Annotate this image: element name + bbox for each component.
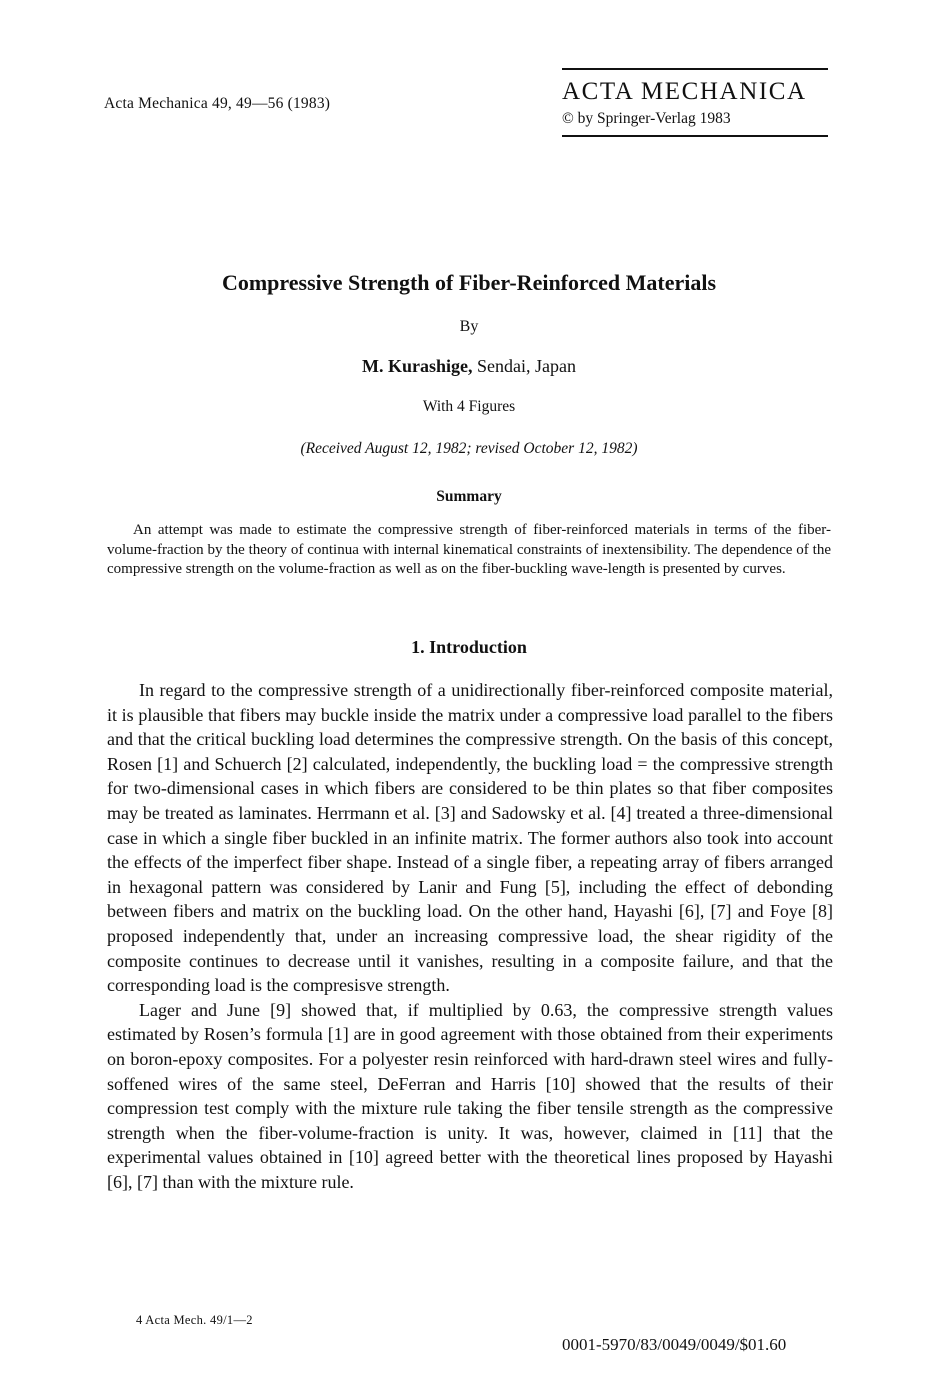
summary-heading: Summary (436, 488, 502, 505)
journal-name: ACTA MECHANICA (562, 78, 807, 105)
price-code: 0001-5970/83/0049/0049/$01.60 (562, 1335, 787, 1354)
author-line (104, 356, 834, 377)
figure-count: With 4 Figures (422, 398, 516, 415)
journal-citation: Acta Mechanica 49, 49—56 (1983) (104, 95, 331, 112)
printer-signature: 4 Acta Mech. 49/1—2 (136, 1313, 253, 1327)
received-dates: (Received August 12, 1982; revised October 12, 1982) (300, 440, 638, 457)
introduction-body (107, 678, 833, 1194)
body-paragraph: Lager and June [9] showed that, if multiplied by 0.63, the compressive strength values estimated by Rosen’s formula [1] are in good agreement with those obtained from their experiments on boron-epoxy composites. For a polyester resin reinforced with hard-drawn steel wires and fully-soffened wires of the same steel, DeFerran and Harris [10] showed that the results of their compression test comply with the mixture rule taking the fiber tensile strength as the compressive strength when the fiber-volume-fraction is unity. It was, however, claimed in [11] that the experimental values obtained in [10] agreed better with the theoretical lines proposed by Hayashi [6], [7] than with the mixture rule. (107, 999, 833, 1192)
summary-text: An attempt was made to estimate the compressive strength of fiber-reinforced materials in terms of the fiber-volume-fraction by the theory of continua with internal kinematical constraints of inextensibility. The dependence of the compressive strength on the volume-fraction as well as on the fiber-buckling wave-length is presented by curves. (107, 522, 831, 577)
article-title: Compressive Strength of Fiber-Reinforced Materials (221, 270, 717, 295)
body-paragraph: In regard to the compressive strength of a unidirectionally fiber-reinforced composite material, it is plausible that fibers may buckle inside the matrix under a compressive load parallel to the fibers and that the critical buckling load determines the compressive strength. On the basis of this concept, Rosen [1] and Schuerch [2] calculated, independently, the buckling load = the compressive strength for two-dimensional cases in which fibers are considered to be thin plates so that fiber composites may be treated as laminates. Herrmann et al. [3] and Sadowsky et al. [4] treated a three-dimensional case in which a single fiber buckled in an infinite matrix. The former authors also took into account the effects of the imperfect fiber shape. Instead of a single fiber, a repeating array of fibers arranged in hexagonal pattern was considered by Lanir and Fung [5], including the effect of debonding between fibers and matrix on the buckling load. On the other hand, Hayashi [6], [7] and Foye [8] proposed independently that, under an increasing compressive load, the shear rigidity of the composite continues to decrease until it vanishes, resulting in a composite failure, and that the corresponding load is the compresisve strength. (107, 680, 833, 996)
author-name: M. Kurashige, (362, 356, 473, 376)
section-heading-introduction: 1. Introduction (411, 637, 527, 657)
journal-masthead (562, 68, 828, 137)
author-location: Sendai, Japan (472, 356, 576, 376)
copyright-line: © by Springer-Verlag 1983 (562, 110, 731, 127)
byline: By (459, 318, 479, 335)
